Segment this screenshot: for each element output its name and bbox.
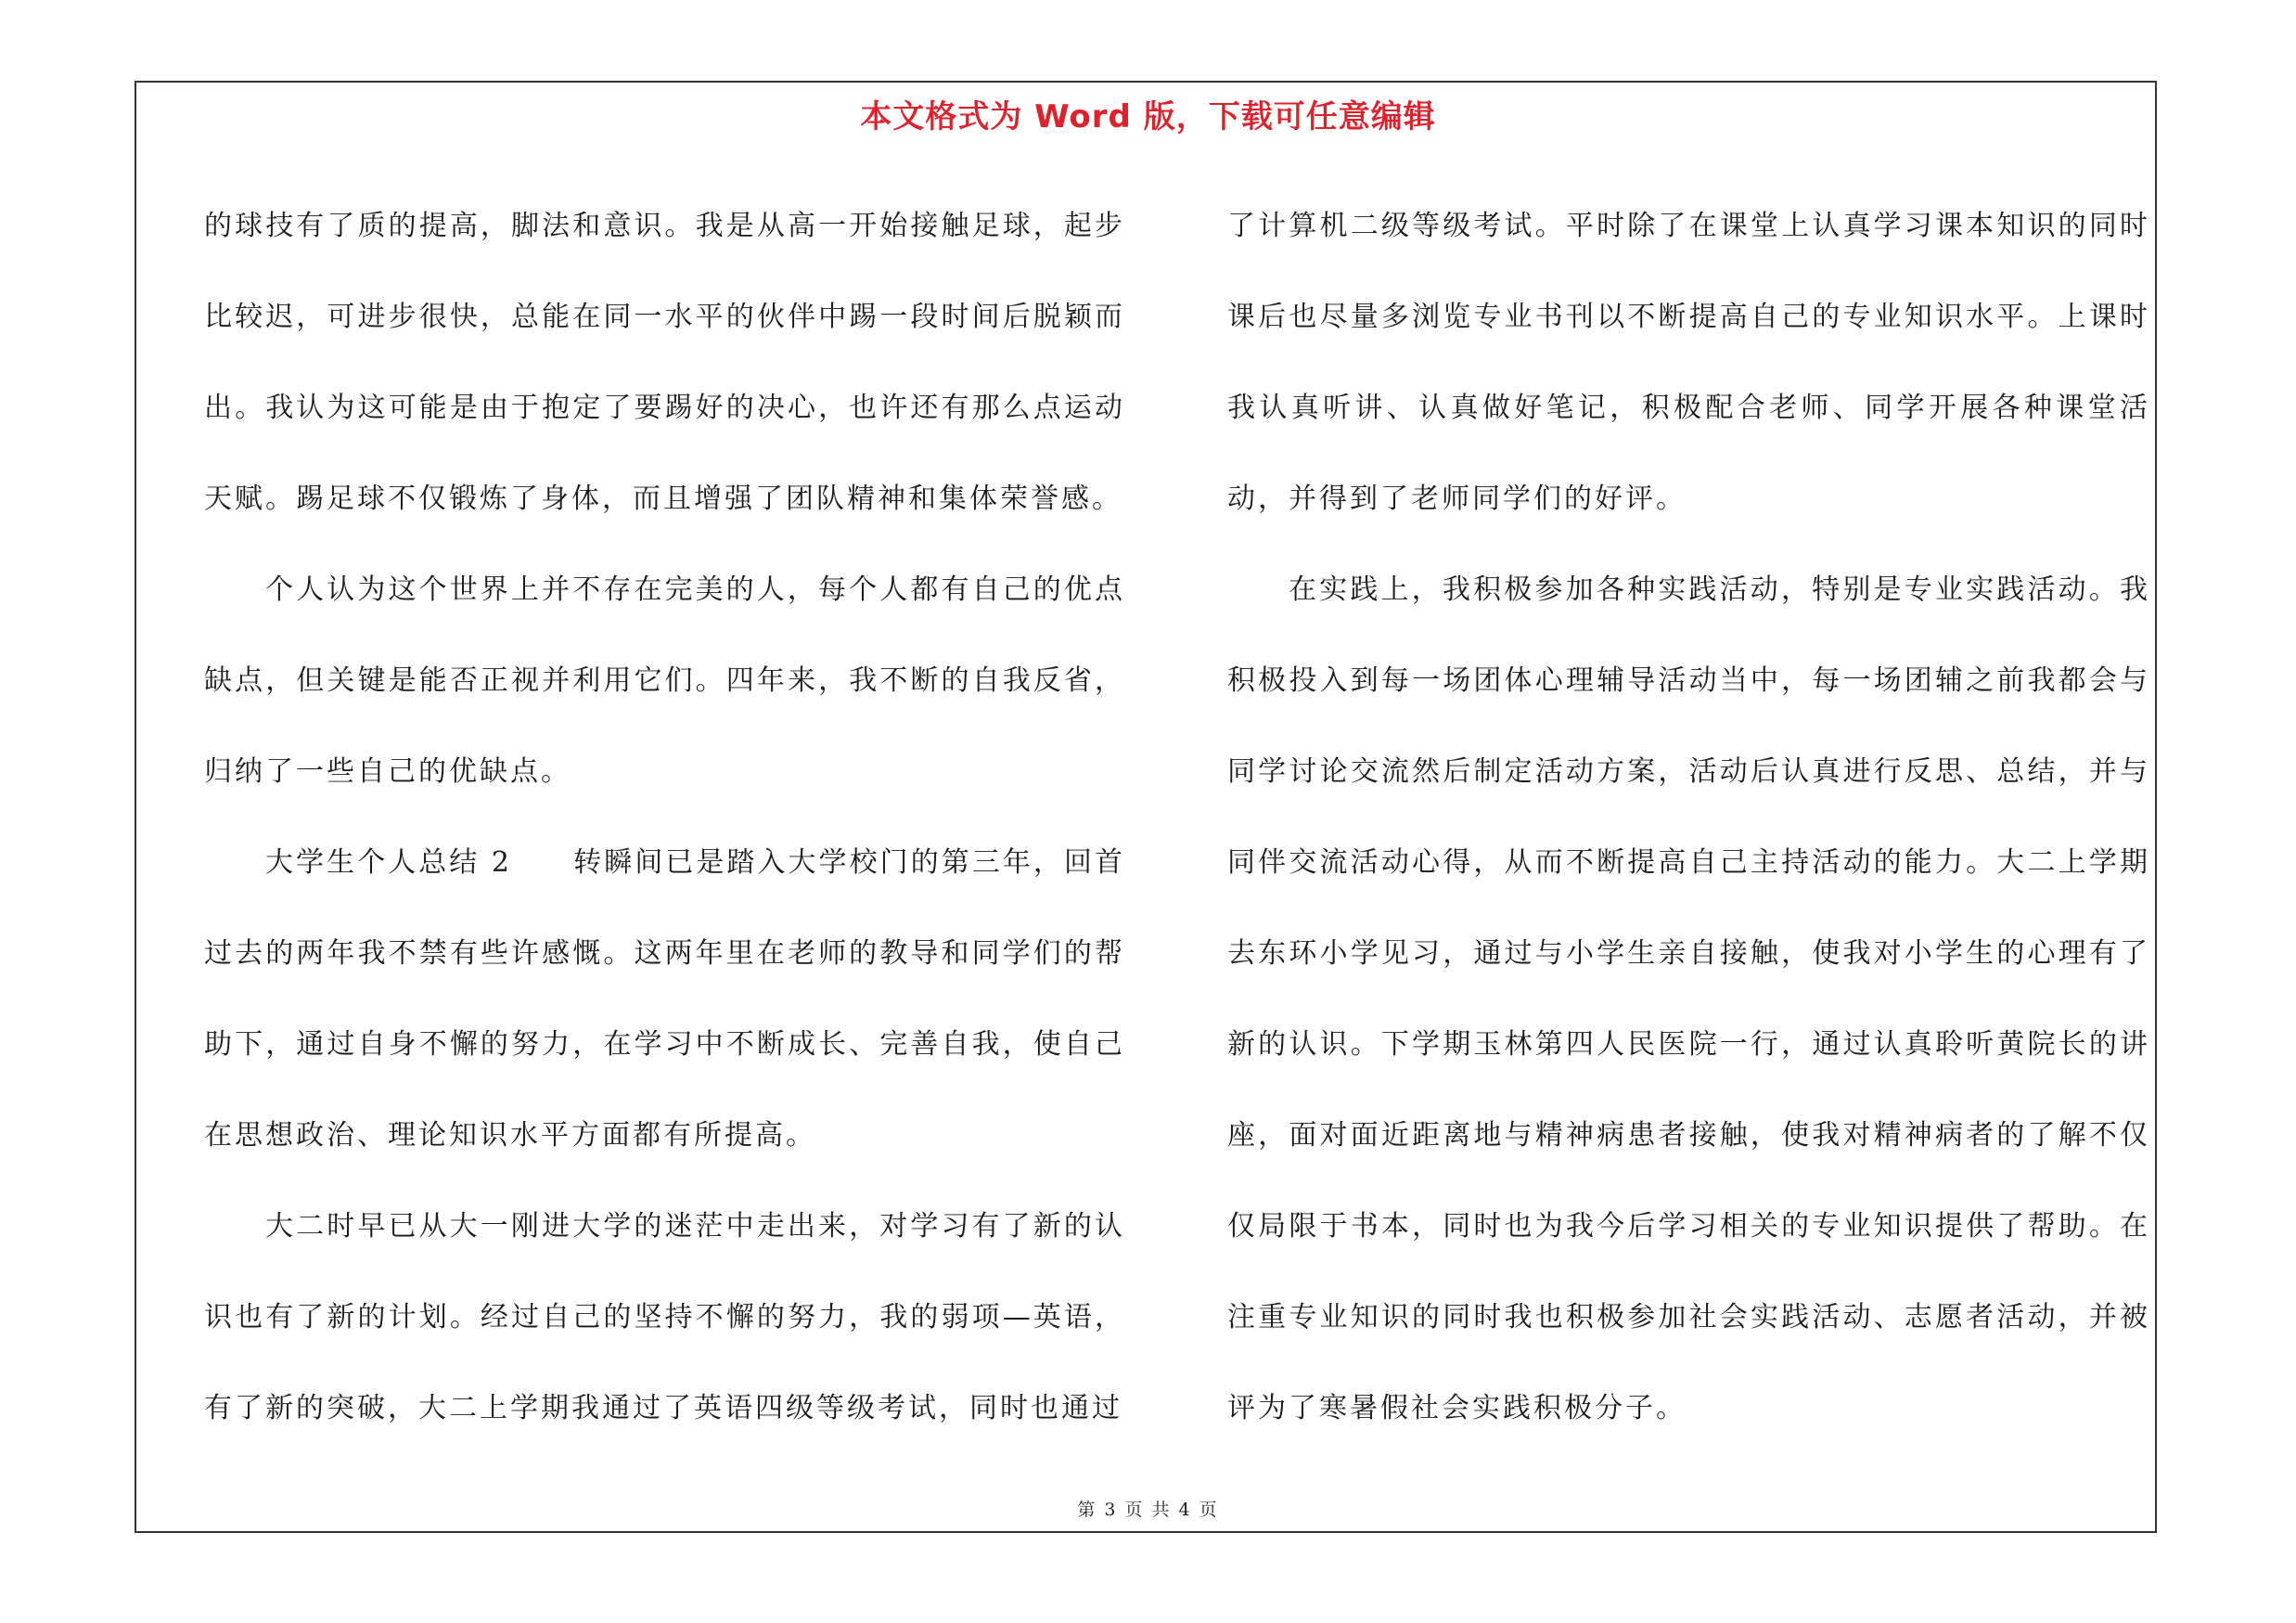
paragraph-summary-2-intro: 大学生个人总结 2 转瞬间已是踏入大学校门的第三年，回首过去的两年我不禁有些许感慨。这两年里在老师的教导和同学们的帮助下，通过自身不懈的努力，在学习中不断成长、完善自我，使自己在思想政治、理论知识水平方面都有所提高。 [204,846,1125,1152]
paragraph-sophomore-study: 大二时早已从大一刚进大学的迷茫中走出来，对学习有了新的认识也有了新的计划。经过自己的坚持不懈的努力，我的弱项—英语，有了新的突破，大二上学期我通过了英语四级等级考试，同时也通过 [204,1210,1125,1424]
paragraph-practice: 在实践上，我积极参加各种实践活动，特别是专业实践活动。我积极投入到每一场团体心理辅导活动当中，每一场团辅之前我都会与同学讨论交流然后制定活动方案，活动后认真进行反思、总结，并与同伴交流活动心得，从而不断提高自己主持活动的能力。大二上学期去东环小学见习，通过与小学生亲自接触，使我对小学生的心理有了新的认识。下学期玉林第四人民医院一行，通过认真聆听黄院长的讲座，面对面近距离地与精神病患者接触，使我对精神病者的了解不仅仅局限于书本，同时也为我今后学习相关的专业知识提供了帮助。在注重专业知识的同时我也积极参加社会实践活动、志愿者活动，并被评为了寒暑假社会实践积极分子。 [1227,573,2150,1424]
left-text-column [204,181,1125,1454]
paragraph-computer-exam: 了计算机二级等级考试。平时除了在课堂上认真学习课本知识的同时课后也尽量多浏览专业书刊以不断提高自己的专业知识水平。上课时我认真听讲、认真做好笔记，积极配合老师、同学开展各种课堂活动，并得到了老师同学们的好评。 [1227,210,2150,515]
paragraph-football: 的球技有了质的提高，脚法和意识。我是从高一开始接触足球，起步比较迟，可进步很快，总能在同一水平的伙伴中踢一段时间后脱颖而出。我认为这可能是由于抱定了要踢好的决心，也许还有那么点运动天赋。踢足球不仅锻炼了身体，而且增强了团队精神和集体荣誉感。 [204,210,1125,515]
page-number: 第 3 页 共 4 页 [1077,1500,1219,1520]
right-text-column [1227,181,2150,1454]
paragraph-self-reflection: 个人认为这个世界上并不存在完美的人，每个人都有自己的优点缺点，但关键是能否正视并利用它们。四年来，我不断的自我反省，归纳了一些自己的优缺点。 [204,573,1125,788]
word-format-banner: 本文格式为 Word 版，下载可任意编辑 [860,98,1436,135]
